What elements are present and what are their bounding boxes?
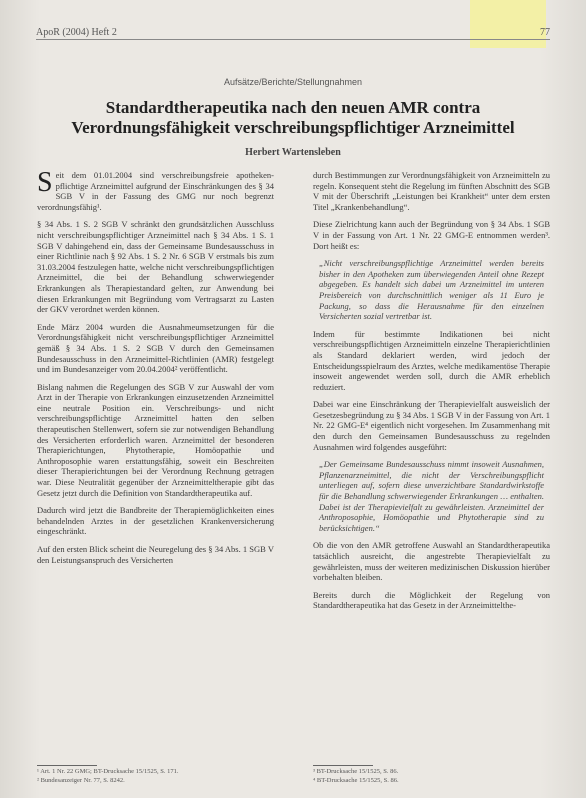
block-quote: „Nicht verschreibungspflichtige Arzneimittel werden bereits bisher in den Apotheken zum überwiegenden Anteil ohne Rezept abgegeben. Es handelt sich dabei um Arzneimittel im unteren Preisbereich von durchschnittlich weniger als 11 Euro je Packung, so dass die Herausnahme für den einzelnen Versicherten sozial vertretbar ist. [319, 258, 544, 322]
paragraph: Bereits durch die Möglichkeit der Regelung von Standardtherapeutika hat das Gesetz in der Arzneimittelthe- [313, 589, 550, 611]
section-rubric: Aufsätze/Berichte/Stellungnahmen [223, 77, 363, 87]
article-title [40, 98, 546, 138]
paragraph: Diese Zielrichtung kann auch der Begründung von § 34 Abs. 1 SGB V in der Fassung von Art. 1 Nr. 22 GMG-E entnommen werden³. Dort heißt es: [313, 219, 550, 251]
article-title-line-1: Standardtherapeutika nach den neuen AMR contra [105, 98, 481, 117]
paragraph: durch Bestimmungen zur Verordnungsfähigkeit von Arzneimitteln zu regeln. Konsequent steht die Regelung im fünften Abschnitt des SGB V mit der Überschrift „Leistungen bei Krankheit“ unter dem ersten Titel „Krankenbehandlung“. [313, 170, 550, 212]
running-head [36, 27, 550, 40]
paragraph: Bislang nahmen die Regelungen des SGB V zur Auswahl der vom Arzt in der Therapie von Erkrankungen einzusetzenden Arzneimittel eine neutrale Position ein. Verschreibungs- und nicht verschreibungspflichtige Arzneimittel hatten den selben therapeutischen Stellenwert, sofern sie zur notwendigen Behandlung des Versicherten erforderlich waren. Arzneimittel der besonderen Therapierichtungen, Phytotherapie, Homöopathie und Anthroposophie waren erstattungsfähig, soweit ein Beschreiten dieser Therapierichtungen bei der Verordnung Rechnung getragen war. Diese Neutralität gegenüber der Arzneimitteltherapie gibt das Gesetz jetzt durch die Definition von Standardtherapeutika auf. [37, 381, 274, 498]
paragraph: Dadurch wird jetzt die Bandbreite der Therapiemöglichkeiten eines behandelnden Arztes in der gesetzlichen Krankenversicherung eingeschränkt. [37, 505, 274, 537]
footnote-rule [37, 765, 97, 766]
footnote: ⁴ BT-Drucksache 15/1525, S. 86. [313, 777, 399, 784]
paragraph: Ende März 2004 wurden die Ausnahmeumsetzungen für die Verordnungsfähigkeit nicht verschreibungspflichtiger Arzneimittel gemäß § 34 Abs. 1 S. 2 SGB V durch den Gemeinsamen Bundesausschuss in den Arzneimittel-Richtlinien (AMR) festgelegt und im Bundesanzeiger vom 20.04.2004² veröffentlicht. [37, 321, 274, 375]
paragraph: Dabei war eine Einschränkung der Therapievielfalt ausweislich der Gesetzesbegründung zu § 34 Abs. 1 SGB V in der Fassung von Art. 1 Nr. 22 GMG-E⁴ eigentlich nicht vorgesehen. Im Zusammenhang mit den durch den Gemeinsamen Bundesausschuss zu regelnden Ausnahmen wird folgendes ausgeführt: [313, 399, 550, 452]
drop-cap: S [37, 167, 53, 198]
paragraph: Seit dem 01.01.2004 sind verschreibungsfreie apothekenpflichtige Arzneimittel aufgrund der Einschränkungen des § 34 SGB V in der Fassung des GMG nur noch begrenzt verordnungsfähig¹. [37, 167, 274, 212]
right-column [313, 170, 550, 618]
footnote: ³ BT-Drucksache 15/1525, S. 86. [313, 768, 399, 775]
paragraph: Auf den ersten Blick scheint die Neuregelung des § 34 Abs. 1 SGB V den Leistungsanspruch des Versicherten [37, 544, 274, 565]
page-number: 77 [540, 27, 550, 38]
journal-reference: ApoR (2004) Heft 2 [36, 27, 117, 38]
footnote: ² Bundesanzeiger Nr. 77, S. 8242. [37, 777, 125, 784]
sticky-note [470, 0, 546, 48]
footnote: ¹ Art. 1 Nr. 22 GMG; BT-Drucksache 15/1525, S. 171. [37, 768, 179, 775]
article-title-line-2: Verordnungsfähigkeit verschreibungspflichtiger Arzneimittel [71, 118, 515, 137]
block-quote: „Der Gemeinsame Bundesausschuss nimmt insoweit Ausnahmen, Pflanzenarzneimittel, die nicht der Verschreibungspflicht unterliegen auf, sofern diese unverzichtbare Standardwirkstoffe für die Behandlung schwerwiegender Erkrankungen … enthalten. Dabei ist der Therapievielfalt zu gewährleisten. Arzneimittel der Anthroposophie, Homöopathie und Phytotherapie sind zu berücksichtigen.“ [319, 459, 544, 533]
paragraph: Indem für bestimmte Indikationen bei nicht verschreibungspflichtigen Arzneimitteln einzelne Therapierichtlinien als Standard deklariert werden, wird jedoch der Entscheidungsspielraum des Arztes, welche medikamentöse Therapie insoweit angewendet werden soll, durch die AMR erheblich reduziert. [313, 328, 550, 392]
paragraph: Ob die von den AMR getroffene Auswahl an Standardtherapeutika tatsächlich ausreicht, die angestrebte Therapievielfalt zu gewährleisten, muss der weiteren medizinischen Diskussion hierüber vorbehalten bleiben. [313, 540, 550, 583]
footnote-rule [313, 765, 373, 766]
author-name: Herbert Wartensleben [245, 147, 341, 158]
paragraph: § 34 Abs. 1 S. 2 SGB V schränkt den grundsätzlichen Ausschluss nicht verschreibungspflichtiger Arzneimittel nach § 34 Abs. 1 S. 1 SGB V dahingehend ein, dass der Gemeinsame Bundesausschuss in einer Richtlinie nach § 92 Abs. 1 S. 2 Nr. 6 SGB V erstmals bis zum 31.03.2004 festzulegen hatte, welche nicht verschreibungspflichtigen Arzneimittel, die bei der Behandlung schwerwiegender Erkrankungen als Therapiestandard gelten, zur Anwendung bei diesen Erkrankungen mit Begründung vom Vertragsarzt zu Lasten der GKV verordnet werden können. [37, 219, 274, 315]
left-column [37, 167, 274, 572]
